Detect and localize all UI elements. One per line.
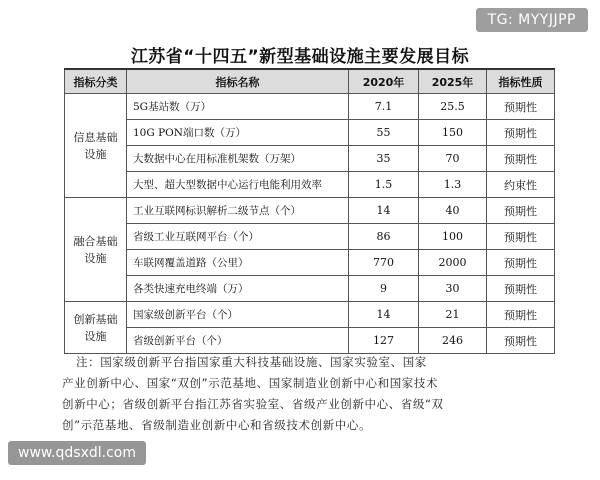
- value-2025: 150: [419, 120, 487, 146]
- value-2020: 9: [349, 276, 419, 302]
- indicator-nature: 约束性: [487, 172, 555, 198]
- category-line: 设施: [84, 251, 107, 265]
- value-2025: 70: [419, 146, 487, 172]
- indicator-name: 省级创新平台（个）: [127, 328, 349, 354]
- value-2025: 100: [419, 224, 487, 250]
- indicator-name: 各类快速充电终端（万）: [127, 276, 349, 302]
- value-2025: 21: [419, 302, 487, 328]
- table-row: [65, 120, 555, 146]
- table-row: [65, 224, 555, 250]
- indicator-nature: 预期性: [487, 94, 555, 120]
- header-nature: 指标性质: [487, 69, 555, 94]
- value-2025: 40: [419, 198, 487, 224]
- table-row: [65, 302, 555, 328]
- note-line: 注：国家级创新平台指国家重大科技基础设施、国家实验室、国家: [76, 355, 427, 369]
- category-line: 设施: [84, 329, 107, 343]
- header-2020: 2020年: [349, 69, 419, 94]
- indicator-nature: 预期性: [487, 328, 555, 354]
- table-title: 江苏省“十四五”新型基础设施主要发展目标: [130, 47, 470, 67]
- value-2025: 1.3: [419, 172, 487, 198]
- category-line: 设施: [84, 147, 107, 161]
- note-line: 创新中心；省级创新平台指江苏省实验室、省级产业创新中心、省级“双: [62, 397, 444, 411]
- note-line: 产业创新中心、国家“双创”示范基地、国家制造业创新中心和国家技术: [62, 376, 439, 390]
- indicator-name: 大型、超大型数据中心运行电能利用效率: [127, 172, 349, 198]
- value-2020: 86: [349, 224, 419, 250]
- value-2020: 35: [349, 146, 419, 172]
- targets-table: [64, 68, 555, 354]
- table-row: [65, 172, 555, 198]
- telegram-watermark: TG: MYYJJPP: [476, 8, 588, 32]
- indicator-name: 5G基站数（万）: [127, 94, 349, 120]
- indicator-nature: 预期性: [487, 276, 555, 302]
- value-2020: 14: [349, 198, 419, 224]
- category-line: 信息基础: [73, 130, 118, 144]
- indicator-nature: 预期性: [487, 198, 555, 224]
- value-2020: 127: [349, 328, 419, 354]
- indicator-nature: 预期性: [487, 302, 555, 328]
- value-2025: 25.5: [419, 94, 487, 120]
- table-row: [65, 198, 555, 224]
- category-line: 融合基础: [73, 234, 118, 248]
- header-category: 指标分类: [65, 69, 127, 94]
- value-2025: 30: [419, 276, 487, 302]
- indicator-nature: 预期性: [487, 224, 555, 250]
- category-cell: [65, 302, 127, 354]
- site-watermark: www.qdsxdl.com: [8, 441, 146, 465]
- indicator-name: 国家级创新平台（个）: [127, 302, 349, 328]
- table-row: [65, 250, 555, 276]
- header-indicator-name: 指标名称: [127, 69, 349, 94]
- value-2020: 770: [349, 250, 419, 276]
- table-note: [62, 352, 554, 436]
- value-2025: 2000: [419, 250, 487, 276]
- value-2025: 246: [419, 328, 487, 354]
- value-2020: 7.1: [349, 94, 419, 120]
- category-cell: [65, 94, 127, 198]
- value-2020: 14: [349, 302, 419, 328]
- indicator-nature: 预期性: [487, 120, 555, 146]
- category-line: 创新基础: [73, 312, 118, 326]
- indicator-name: 大数据中心在用标准机架数（万架）: [127, 146, 349, 172]
- table-row: [65, 276, 555, 302]
- note-line: 创”示范基地、省级制造业创新中心和省级技术创新中心。: [62, 418, 372, 432]
- header-2025: 2025年: [419, 69, 487, 94]
- header-row: [65, 69, 555, 94]
- category-cell: [65, 198, 127, 302]
- indicator-name: 10G PON端口数（万）: [127, 120, 349, 146]
- table-row: [65, 94, 555, 120]
- indicator-nature: 预期性: [487, 250, 555, 276]
- value-2020: 55: [349, 120, 419, 146]
- indicator-name: 车联网覆盖道路（公里）: [127, 250, 349, 276]
- table-row: [65, 146, 555, 172]
- indicator-name: 工业互联网标识解析二级节点（个）: [127, 198, 349, 224]
- indicator-nature: 预期性: [487, 146, 555, 172]
- indicator-name: 省级工业互联网平台（个）: [127, 224, 349, 250]
- table-row: [65, 328, 555, 354]
- value-2020: 1.5: [349, 172, 419, 198]
